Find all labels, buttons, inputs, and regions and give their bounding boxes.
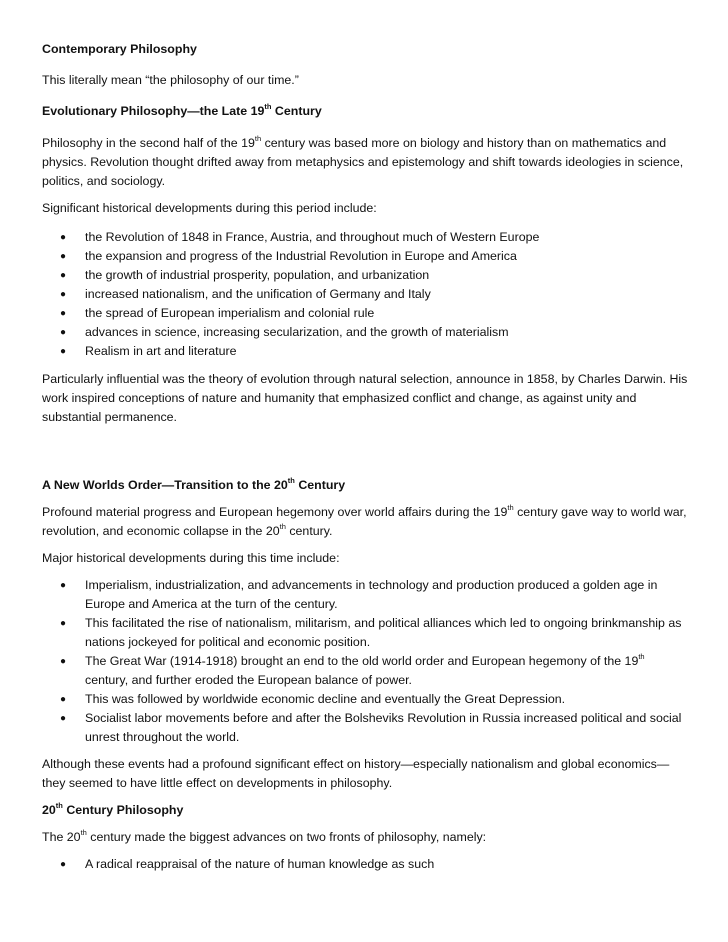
bullet-icon: ● [60, 270, 67, 281]
list-item: ● This was followed by worldwide economic decline and eventually the Great Depression. [85, 690, 688, 709]
list-item: ● increased nationalism, and the unification of Germany and Italy [85, 285, 688, 304]
list-item: ● Imperialism, industrialization, and advancements in technology and production produced a golden age in Europe and America at the turn of the century. [60, 578, 658, 611]
paragraph: Significant historical developments during this period include: [42, 201, 377, 215]
bullet-icon: ● [60, 694, 67, 705]
list-item: ● A radical reappraisal of the nature of human knowledge as such [85, 855, 688, 874]
paragraph: Major historical developments during this time include: [42, 551, 340, 565]
section-heading-20th-century: 20th Century Philosophy [42, 800, 184, 817]
bullet-icon: ● [60, 251, 67, 262]
list-item: ● Realism in art and literature [85, 342, 688, 361]
list-item: ● the Revolution of 1848 in France, Austria, and throughout much of Western Europe [85, 228, 688, 247]
bullet-icon: ● [60, 232, 67, 243]
paragraph: Although these events had a profound significant effect on history—especially nationalism and global economics—they seemed to have little effect on developments in philosophy. [42, 757, 670, 790]
bullet-icon: ● [60, 289, 67, 300]
bullet-list [42, 576, 688, 747]
bullet-icon: ● [60, 713, 67, 724]
list-item: ● The Great War (1914-1918) brought an end to the old world order and European hegemony of the 19th century, and further eroded the European balance of power. [60, 651, 645, 687]
bullet-list [42, 855, 688, 874]
paragraph: The 20th century made the biggest advances on two fronts of philosophy, namely: [42, 827, 487, 844]
bullet-icon: ● [60, 327, 67, 338]
list-item: ● the growth of industrial prosperity, population, and urbanization [85, 266, 688, 285]
section-heading-new-world-order: A New Worlds Order—Transition to the 20th Century [42, 475, 346, 492]
bullet-icon: ● [60, 656, 67, 667]
list-item: ● the spread of European imperialism and colonial rule [85, 304, 688, 323]
bullet-icon: ● [60, 580, 67, 591]
list-item: ● Socialist labor movements before and after the Bolsheviks Revolution in Russia increased political and social unrest throughout the world. [60, 711, 682, 744]
list-item: ● This facilitated the rise of nationalism, militarism, and political alliances which led to ongoing brinkmanship as nations jockeyed for political and economic position. [60, 616, 682, 649]
bullet-icon: ● [60, 308, 67, 319]
intro-paragraph: This literally mean “the philosophy of our time.” [42, 73, 299, 87]
bullet-list [42, 228, 688, 361]
list-item: ● advances in science, increasing secularization, and the growth of materialism [85, 323, 688, 342]
bullet-icon: ● [60, 859, 67, 870]
paragraph: Profound material progress and European hegemony over world affairs during the 19th century gave way to world war, revolution, and economic collapse in the 20th century. [42, 502, 687, 538]
paragraph: Philosophy in the second half of the 19th century was based more on biology and history than on mathematics and physics. Revolution thought drifted away from metaphysics and epistemology and shift towards ideologies in science, politics, and sociology. [42, 133, 684, 188]
document-title: Contemporary Philosophy [42, 42, 197, 56]
paragraph: Particularly influential was the theory of evolution through natural selection, announce in 1858, by Charles Darwin. His work inspired conceptions of nature and humanity that emphasized conflict and change, as against unity and substantial permanence. [42, 372, 688, 424]
bullet-icon: ● [60, 346, 67, 357]
section-heading-evolutionary: Evolutionary Philosophy—the Late 19th Century [42, 101, 322, 118]
bullet-icon: ● [60, 618, 67, 629]
list-item: ● the expansion and progress of the Industrial Revolution in Europe and America [85, 247, 688, 266]
blank-space [42, 435, 688, 476]
